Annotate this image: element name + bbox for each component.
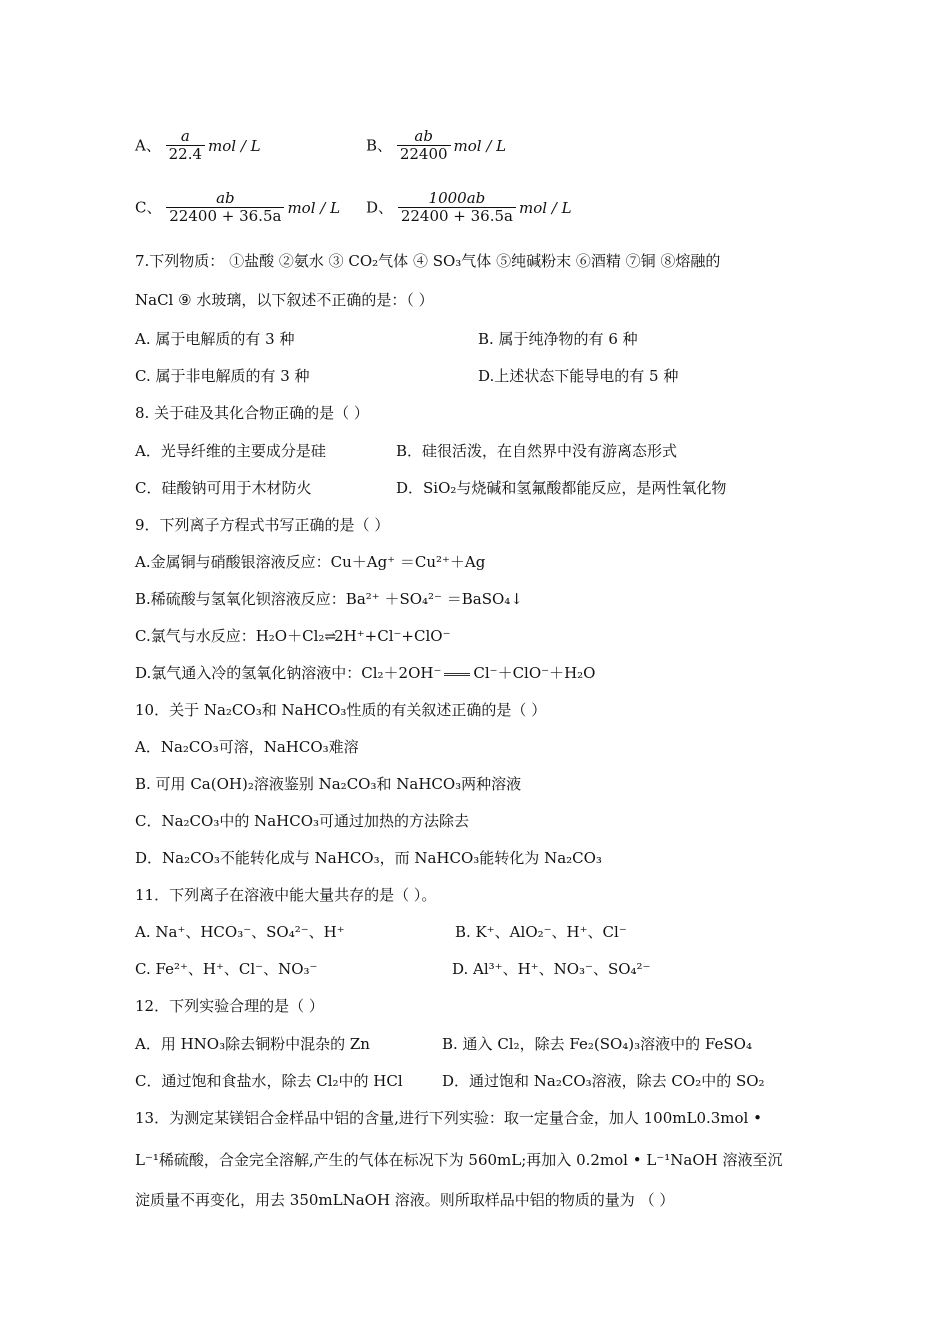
unit: mol / L xyxy=(208,136,261,155)
equation-left: C.氯气与水反应：H₂O＋Cl₂ xyxy=(135,627,325,645)
q10-option-b: B. 可用 Ca(OH)₂溶液鉴别 Na₂CO₃和 NaHCO₃两种溶液 xyxy=(135,775,522,793)
q13-stem-line3: 淀质量不再变化，用去 350mLNaOH 溶液。则所取样品中铝的物质的量为 （ ） xyxy=(135,1191,675,1209)
q11-option-b: B. K⁺、AlO₂⁻、H⁺、Cl⁻ xyxy=(455,923,627,941)
q10-option-c: C．Na₂CO₃中的 NaHCO₃可通过加热的方法除去 xyxy=(135,812,470,830)
q8-option-b: B．硅很活泼，在自然界中没有游离态形式 xyxy=(396,442,678,460)
q11-stem: 11．下列离子在溶液中能大量共存的是（ ）。 xyxy=(135,886,437,904)
q6-option-d xyxy=(366,190,572,225)
option-label: B、 xyxy=(366,136,393,155)
q12-option-d: D．通过饱和 Na₂CO₃溶液，除去 CO₂中的 SO₂ xyxy=(442,1072,765,1090)
q9-option-d xyxy=(135,663,595,683)
q6-option-b xyxy=(366,128,506,163)
q11-option-a: A. Na⁺、HCO₃⁻、SO₄²⁻、H⁺ xyxy=(135,923,345,941)
q11-option-c: C. Fe²⁺、H⁺、Cl⁻、NO₃⁻ xyxy=(135,960,318,978)
q8-stem: 8. 关于硅及其化合物正确的是（ ） xyxy=(135,404,369,422)
q10-option-a: A．Na₂CO₃可溶，NaHCO₃难溶 xyxy=(135,738,359,756)
numerator: ab xyxy=(414,127,433,145)
q7-option-c: C. 属于非电解质的有 3 种 xyxy=(135,367,310,385)
q7-option-d: D.上述状态下能导电的有 5 种 xyxy=(478,367,679,385)
q13-stem-line2: L⁻¹稀硫酸，合金完全溶解,产生的气体在标况下为 560mL;再加入 0.2mol • L⁻¹NaOH 溶液至沉 xyxy=(135,1151,783,1169)
q7-stem-line2: NaCl ⑨ 水玻璃，以下叙述不正确的是：（ ） xyxy=(135,291,434,309)
option-label: A、 xyxy=(135,136,161,155)
numerator: 1000ab xyxy=(428,189,486,207)
q12-stem: 12．下列实验合理的是（ ） xyxy=(135,997,324,1015)
q13-stem-line1: 13．为测定某镁铝合金样品中铝的含量,进行下列实验：取一定量合金，加人 100mL0.3mol • xyxy=(135,1109,762,1127)
fraction xyxy=(166,128,205,163)
fraction xyxy=(166,190,284,225)
q9-option-b: B.稀硫酸与氢氧化钡溶液反应：Ba²⁺ ＋SO₄²⁻ ＝BaSO₄↓ xyxy=(135,590,523,608)
q7-option-b: B. 属于纯净物的有 6 种 xyxy=(478,330,638,348)
numerator: ab xyxy=(216,189,235,207)
q6-option-a xyxy=(135,128,261,163)
q9-stem: 9．下列离子方程式书写正确的是（ ） xyxy=(135,516,390,534)
q12-option-a: A．用 HNO₃除去铜粉中混杂的 Zn xyxy=(135,1035,370,1053)
q8-option-a: A．光导纤维的主要成分是硅 xyxy=(135,442,326,460)
equation-right: Cl⁻＋ClO⁻＋H₂O xyxy=(473,664,596,682)
q9-option-c xyxy=(135,626,451,647)
denominator: 22.4 xyxy=(166,145,205,163)
q10-stem: 10．关于 Na₂CO₃和 NaHCO₃性质的有关叙述正确的是（ ） xyxy=(135,701,547,719)
q11-option-d: D. Al³⁺、H⁺、NO₃⁻、SO₄²⁻ xyxy=(452,960,651,978)
fraction xyxy=(398,190,516,225)
option-label: D、 xyxy=(366,198,394,217)
q8-option-d: D．SiO₂与烧碱和氢氟酸都能反应，是两性氧化物 xyxy=(396,479,727,497)
denominator: 22400 + 36.5a xyxy=(398,207,516,225)
q7-stem-line1: 7.下列物质： ①盐酸 ②氨水 ③ CO₂气体 ④ SO₃气体 ⑤纯碱粉末 ⑥酒精 ⑦铜 ⑧熔融的 xyxy=(135,252,721,270)
equation-left: D.氯气通入冷的氢氧化钠溶液中：Cl₂＋2OH⁻ xyxy=(135,664,442,682)
q7-option-a: A. 属于电解质的有 3 种 xyxy=(135,330,295,348)
reversible-arrow-icon: ⇌ xyxy=(324,629,335,645)
denominator: 22400 + 36.5a xyxy=(166,207,284,225)
q12-option-c: C．通过饱和食盐水，除去 Cl₂中的 HCl xyxy=(135,1072,403,1090)
equation-right: 2H⁺+Cl⁻+ClO⁻ xyxy=(334,627,451,645)
unit: mol / L xyxy=(518,198,572,217)
unit: mol / L xyxy=(287,198,341,217)
fraction xyxy=(397,128,451,163)
numerator: a xyxy=(180,127,190,145)
q10-option-d: D．Na₂CO₃不能转化成与 NaHCO₃，而 NaHCO₃能转化为 Na₂CO₃ xyxy=(135,849,602,867)
q9-option-a: A.金属铜与硝酸银溶液反应：Cu＋Ag⁺ ＝Cu²⁺＋Ag xyxy=(135,553,486,571)
q8-option-c: C．硅酸钠可用于木材防火 xyxy=(135,479,312,497)
q6-option-c xyxy=(135,190,340,225)
unit: mol / L xyxy=(453,136,507,155)
equals-sign-icon xyxy=(444,673,470,676)
denominator: 22400 xyxy=(397,145,451,163)
q12-option-b: B. 通入 Cl₂，除去 Fe₂(SO₄)₃溶液中的 FeSO₄ xyxy=(442,1035,752,1053)
option-label: C、 xyxy=(135,198,162,217)
